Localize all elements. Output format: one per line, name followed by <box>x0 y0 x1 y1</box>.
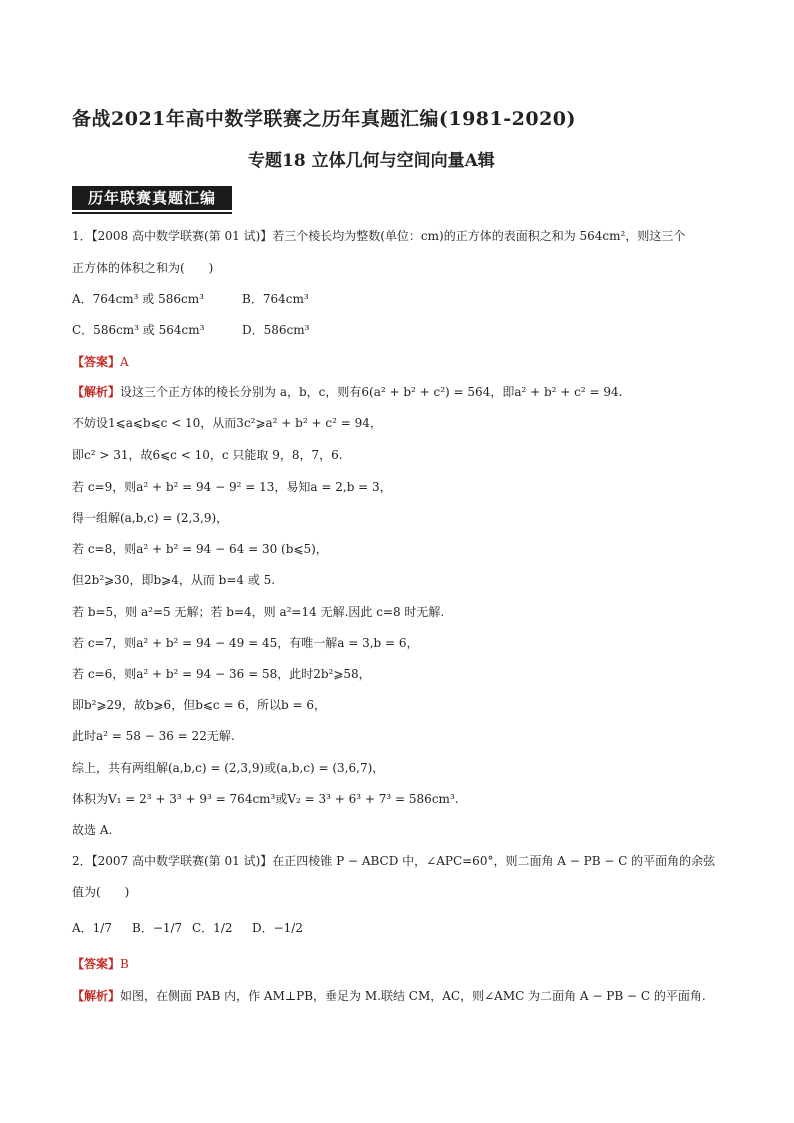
question-2-analysis <box>72 988 706 1004</box>
question-1-line-1: 1．【2008 高中数学联赛(第 01 试)】若三个棱长均为整数(单位：cm)的正方体的表面积之和为 564cm²，则这三个 <box>72 229 686 243</box>
analysis-line: 若 b=5，则 a²=5 无解；若 b=4，则 a²=14 无解.因此 c=8 时无解. <box>72 605 445 619</box>
option-a: A．764cm³ 或 586cm³ <box>72 292 204 306</box>
analysis-line: 若 c=9，则a² + b² = 94 − 9² = 13，易知a = 2,b = 3， <box>72 480 392 494</box>
section-banner: 历年联赛真题汇编 <box>72 186 232 210</box>
analysis-line: 不妨设1⩽a⩽b⩽c < 10，从而3c²⩾a² + b² + c² = 94， <box>72 416 382 430</box>
question-2-options <box>72 920 303 936</box>
answer-value: B <box>120 957 129 971</box>
question-1-line-2: 正方体的体积之和为( ) <box>72 261 214 275</box>
analysis-text: 如图，在侧面 PAB 内，作 AM⊥PB，垂足为 M.联结 CM，AC，则∠AMC 为二面角 A − PB − C 的平面角. <box>120 989 706 1003</box>
option-b: B．764cm³ <box>242 292 309 306</box>
analysis-line: 此时a² = 58 − 36 = 22无解. <box>72 729 235 743</box>
option-d: D．586cm³ <box>242 323 310 337</box>
analysis-line: 若 c=8，则a² + b² = 94 − 64 = 30 (b⩽5)， <box>72 542 328 556</box>
option-c: C．586cm³ 或 564cm³ <box>72 323 205 337</box>
document-title: 备战2021年高中数学联赛之历年真题汇编(1981-2020) <box>72 108 577 130</box>
analysis-label: 【解析】 <box>72 989 121 1003</box>
answer-label: 【答案】 <box>72 957 121 971</box>
answer-label: 【答案】 <box>72 355 121 369</box>
question-2-line-1: 2．【2007 高中数学联赛(第 01 试)】在正四棱锥 P − ABCD 中，∠APC=60°，则二面角 A − PB − C 的平面角的余弦 <box>72 854 716 868</box>
analysis-line: 即c² > 31，故6⩽c < 10，c 只能取 9，8，7，6. <box>72 448 343 462</box>
question-2-line-2: 值为( ) <box>72 885 130 899</box>
answer-value: A <box>120 355 129 369</box>
analysis-line <box>72 384 622 400</box>
analysis-text: 设这三个正方体的棱长分别为 a，b，c，则有6(a² + b² + c²) = 564，即a² + b² + c² = 94. <box>120 385 623 399</box>
option-c: C．1/2 <box>192 921 233 935</box>
analysis-line: 但2b²⩾30，即b⩾4，从而 b=4 或 5. <box>72 573 276 587</box>
option-b: B．−1/7 <box>132 921 183 935</box>
option-a: A．1/7 <box>72 921 112 935</box>
analysis-line: 若 c=7，则a² + b² = 94 − 49 = 45，有唯一解a = 3,b = 6， <box>72 636 419 650</box>
analysis-line: 得一组解(a,b,c) = (2,3,9)， <box>72 511 229 525</box>
analysis-line: 即b²⩾29，故b⩾6，但b⩽c = 6，所以b = 6， <box>72 698 326 712</box>
option-d: D．−1/2 <box>252 921 303 935</box>
analysis-line: 综上，共有两组解(a,b,c) = (2,3,9)或(a,b,c) = (3,6,7)， <box>72 761 385 775</box>
analysis-line: 若 c=6，则a² + b² = 94 − 36 = 58，此时2b²⩾58， <box>72 667 371 681</box>
question-2-answer <box>72 956 129 972</box>
question-1-answer <box>72 354 129 370</box>
analysis-line: 体积为V₁ = 2³ + 3³ + 9³ = 764cm³或V₂ = 3³ + 6³ + 7³ = 586cm³. <box>72 792 459 806</box>
question-1-options-row-1 <box>72 291 309 307</box>
document-subtitle: 专题18 立体几何与空间向量A辑 <box>248 151 495 171</box>
analysis-line: 故选 A. <box>72 823 113 837</box>
analysis-label: 【解析】 <box>72 385 121 399</box>
question-1-options-row-2 <box>72 322 309 338</box>
